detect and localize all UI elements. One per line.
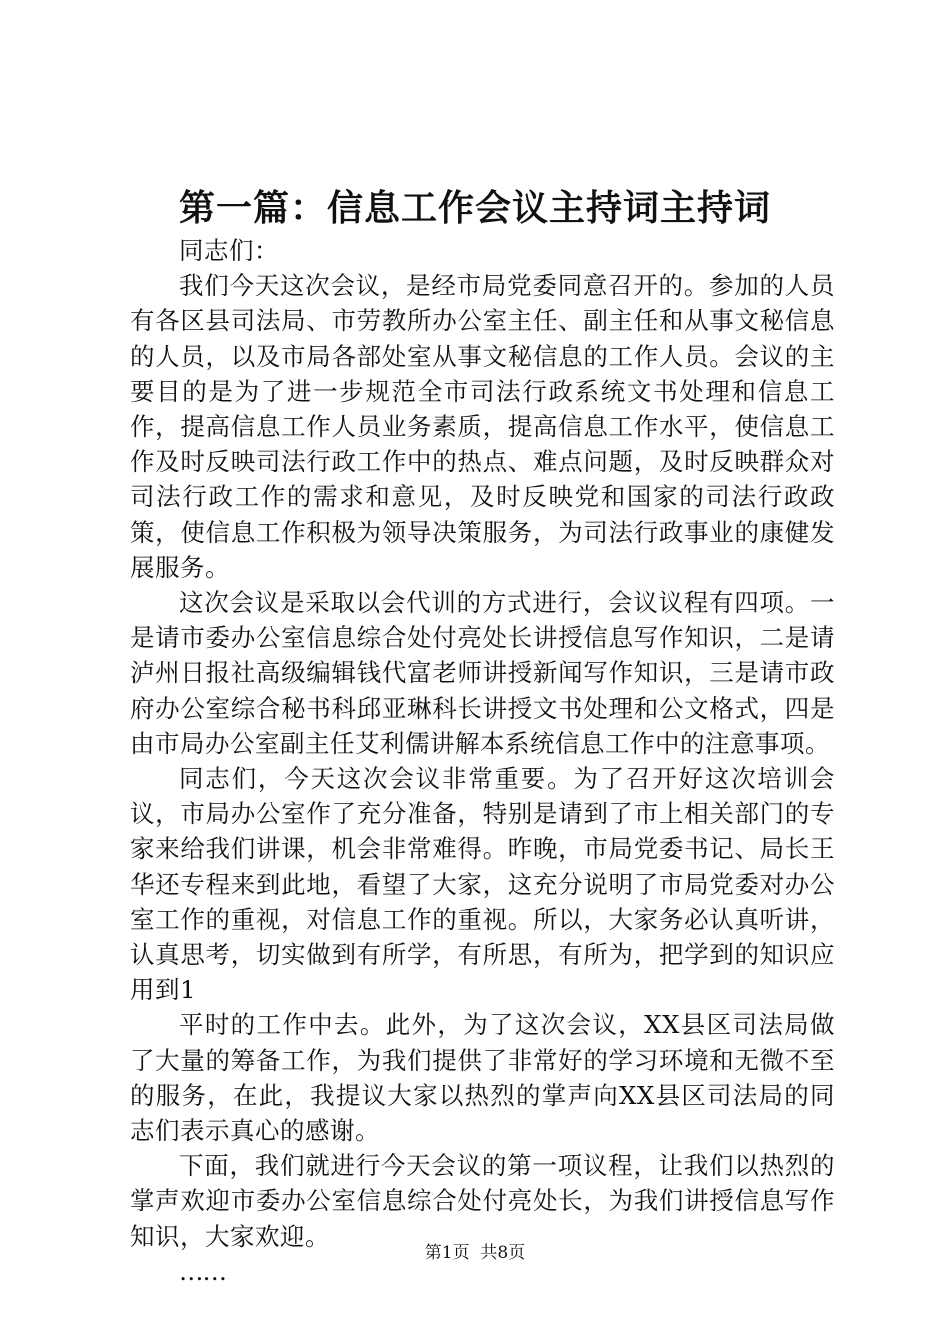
paragraph-2: 这次会议是采取以会代训的方式进行，会议议程有四项。一是请市委办公室信息综合处付亮处长讲授信息写作知识，二是请泸州日报社高级编辑钱代富老师讲授新闻写作知识，三是请市政府办公室综合秘书科邱亚琳科长讲授文书处理和公文格式，四是由市局办公室副主任艾利儒讲解本系统信息工作中的注意事项。 [130,588,835,758]
paragraph-1: 我们今天这次会议，是经市局党委同意召开的。参加的人员有各区县司法局、市劳教所办公室主任、副主任和从事文秘信息的人员，以及市局各部处室从事文秘信息的工作人员。会议的主要目的是为了进一步规范全市司法行政系统文书处理和信息工作，提高信息工作人员业务素质，提高信息工作水平，使信息工作及时反映司法行政工作中的热点、难点问题，及时反映群众对司法行政工作的需求和意见，及时反映党和国家的司法行政政策，使信息工作积极为领导决策服务，为司法行政事业的康健发展服务。 [130,271,835,582]
document-body [130,233,835,1289]
ellipsis: …… [179,1256,226,1286]
page-footer: 第1页 共8页 [424,1243,526,1263]
paragraph-4: 平时的工作中去。此外，为了这次会议，XX县区司法局做了大量的筹备工作，为我们提供了非常好的学习环境和无微不至的服务，在此，我提议大家以热烈的掌声向XX县区司法局的同志们表示真心的感谢。 [130,1010,835,1146]
salutation: 同志们： [179,236,279,265]
document-title: 第一篇：信息工作会议主持词主持词 [178,187,771,229]
paragraph-5: 下面，我们就进行今天会议的第一项议程，让我们以热烈的掌声欢迎市委办公室信息综合处付亮处长，为我们讲授信息写作知识，大家欢迎。 [130,1151,835,1251]
paragraph-3: 同志们，今天这次会议非常重要。为了召开好这次培训会议，市局办公室作了充分准备，特别是请到了市上相关部门的专家来给我们讲课，机会非常难得。昨晚，市局党委书记、局长王华还专程来到此地，看望了大家，这充分说明了市局党委对办公室工作的重视，对信息工作的重视。所以，大家务必认真听讲，认真思考，切实做到有所学，有所思，有所为，把学到的知识应用到1 [130,764,835,1005]
